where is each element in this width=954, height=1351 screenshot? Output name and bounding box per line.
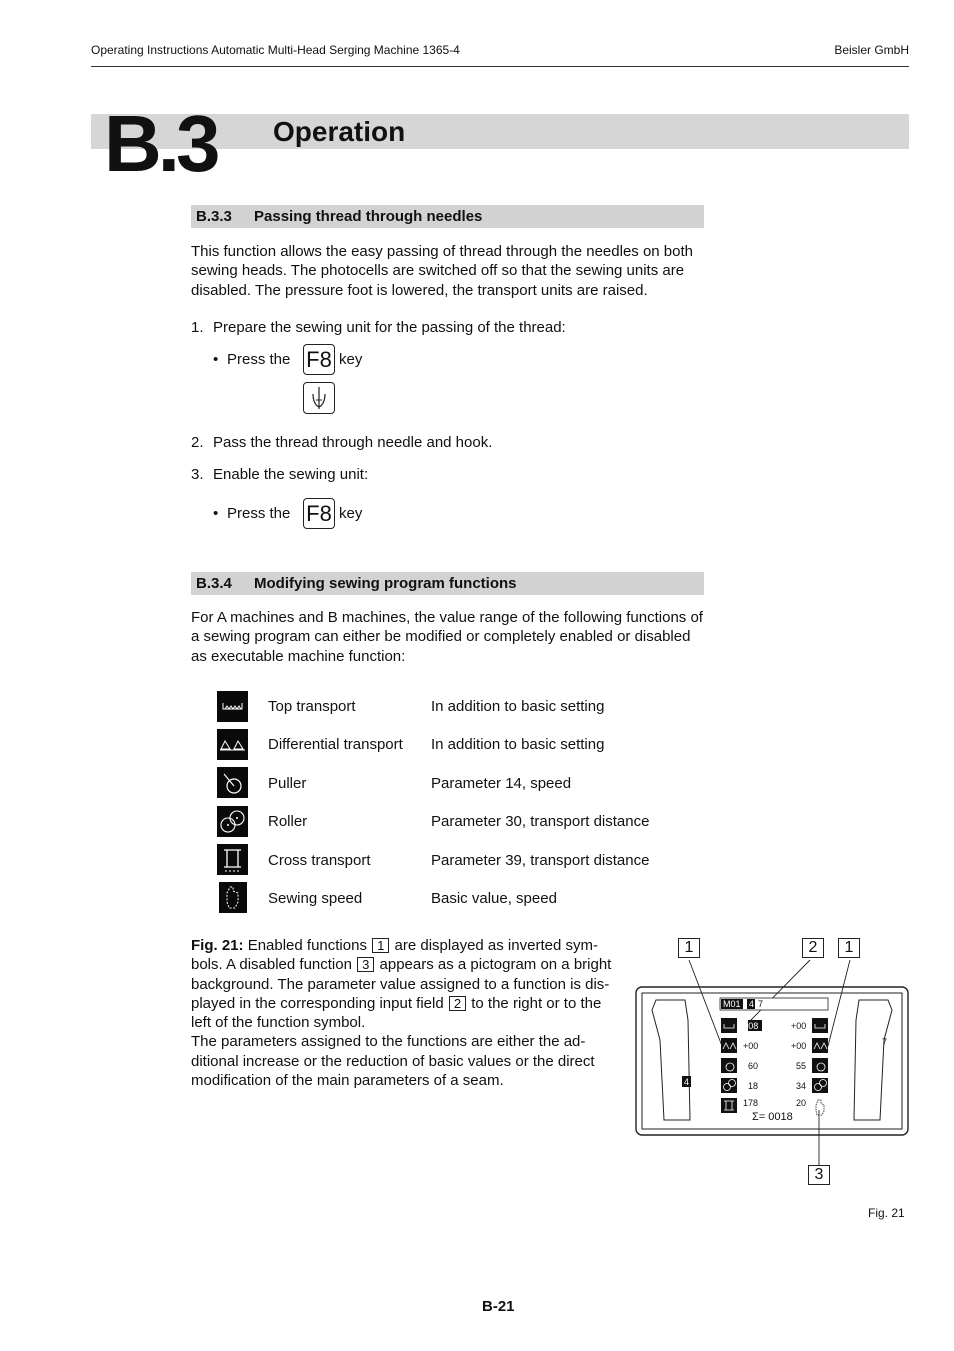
leader-line	[828, 960, 850, 1046]
chapter-number: B.3	[104, 99, 217, 188]
top-transport-icon	[721, 1018, 737, 1033]
reference-number: 1	[372, 938, 389, 953]
sewing-speed-icon	[816, 1100, 824, 1115]
press-the-text: Press the	[227, 505, 291, 522]
callout-1: 1	[678, 938, 700, 958]
right-piece-count: 7	[882, 1037, 888, 1047]
section-intro: This function allows the easy passing of thread through the needles on both sewing heads. The photocells are switched off so that the sewing units are disabled. The pressure foot is lowered, the transport units are raised.	[191, 243, 693, 299]
section-title: Modifying sewing program functions	[254, 575, 517, 592]
caption-text: Enabled functions	[247, 937, 367, 954]
step-number: 1.	[191, 319, 204, 336]
function-desc: Basic value, speed	[431, 890, 557, 907]
press-the-text: Press the	[227, 351, 291, 368]
header-divider	[91, 66, 909, 67]
section-heading-b333	[191, 205, 704, 228]
chapter-title: Operation	[273, 116, 406, 147]
right-value: 20	[796, 1098, 807, 1108]
figure-caption-label: Fig. 21:	[191, 937, 244, 954]
page-number: B-21	[482, 1298, 515, 1315]
step-number: 2.	[191, 434, 204, 451]
caption-text: to the right or to the left of the function symbol.	[191, 994, 602, 1032]
function-desc: In addition to basic setting	[431, 736, 605, 753]
cross-transport-icon	[721, 1098, 737, 1113]
left-garment-piece	[652, 1000, 690, 1120]
leader-line	[748, 960, 810, 1023]
section-heading-b334	[191, 572, 704, 595]
right-value: 55	[796, 1061, 807, 1071]
left-value: 60	[748, 1061, 759, 1071]
display-screen	[642, 993, 902, 1129]
differential-transport-icon	[217, 729, 248, 760]
caption-text: The parameters assigned to the functions are either the ad-ditional increase or the reduction of basic values or the direct modification of the main parameters of a seam.	[191, 1033, 595, 1090]
figure-label: Fig. 21	[868, 1206, 905, 1220]
cross-transport-icon	[217, 844, 248, 875]
sum-counter: Σ= 0018	[752, 1111, 793, 1123]
function-name: Puller	[268, 775, 307, 792]
right-value: +00	[791, 1041, 807, 1051]
display-illustration	[630, 940, 914, 1180]
f8-key-icon: F8	[303, 498, 335, 529]
puller-icon	[217, 767, 248, 798]
program-value: 4	[749, 999, 755, 1009]
step-text: Prepare the sewing unit for the passing of the thread:	[213, 319, 566, 336]
function-desc: In addition to basic setting	[431, 698, 605, 715]
figure-caption-text	[191, 936, 619, 1090]
leader-line	[689, 960, 722, 1046]
roller-icon	[217, 806, 248, 837]
bullet-dot: •	[213, 351, 219, 368]
step-number: 3.	[191, 466, 204, 483]
right-garment-piece	[854, 1000, 892, 1120]
key-word-text: key	[339, 505, 363, 522]
left-value: +08	[743, 1021, 759, 1031]
caption-text: appears as a pictogram on a bright background. The parameter value assigned to a function is dis-played in the corresponding input field	[191, 956, 612, 1012]
function-name: Cross transport	[268, 852, 371, 869]
left-value: +00	[743, 1041, 759, 1051]
header-title: Operating Instructions Automatic Multi-Head Serging Machine 1365-4	[91, 43, 460, 57]
left-value: 18	[748, 1081, 759, 1091]
key-word-text: key	[339, 351, 363, 368]
right-value: +00	[791, 1021, 807, 1031]
step-text: Enable the sewing unit:	[213, 466, 369, 483]
caption-text: are displayed as inverted sym-bols. A disabled function	[191, 937, 598, 974]
function-name: Sewing speed	[268, 890, 363, 907]
function-desc: Parameter 30, transport distance	[431, 813, 650, 830]
left-piece-count: 4	[684, 1077, 690, 1087]
reference-number: 2	[449, 996, 466, 1011]
program-value-2: 7	[758, 999, 764, 1009]
header-company: Beisler GmbH	[834, 43, 909, 57]
callout-3: 3	[808, 1165, 830, 1185]
function-desc: Parameter 39, transport distance	[431, 852, 650, 869]
callout-2: 2	[802, 938, 824, 958]
sewing-speed-icon	[219, 882, 247, 913]
section-number: B.3.3	[196, 208, 232, 225]
right-value: 34	[796, 1081, 807, 1091]
program-label: M01	[723, 999, 741, 1009]
function-name: Differential transport	[268, 736, 403, 753]
reference-number: 3	[357, 957, 374, 972]
section-number: B.3.4	[196, 575, 232, 592]
top-transport-icon	[217, 691, 248, 722]
function-desc: Parameter 14, speed	[431, 775, 572, 792]
section-title: Passing thread through needles	[254, 208, 483, 225]
top-transport-icon	[812, 1018, 828, 1033]
needle-thread-icon	[303, 382, 335, 414]
function-name: Roller	[268, 813, 308, 830]
function-name: Top transport	[268, 698, 356, 715]
f8-key-icon: F8	[303, 344, 335, 375]
step-text: Pass the thread through needle and hook.	[213, 434, 493, 451]
section-intro: For A machines and B machines, the value range of the following functions of a sewing program can either be modified or completely enabled or disabled as executable machine function:	[191, 609, 703, 665]
left-value: 178	[743, 1098, 759, 1108]
callout-1: 1	[838, 938, 860, 958]
bullet-dot: •	[213, 505, 219, 522]
